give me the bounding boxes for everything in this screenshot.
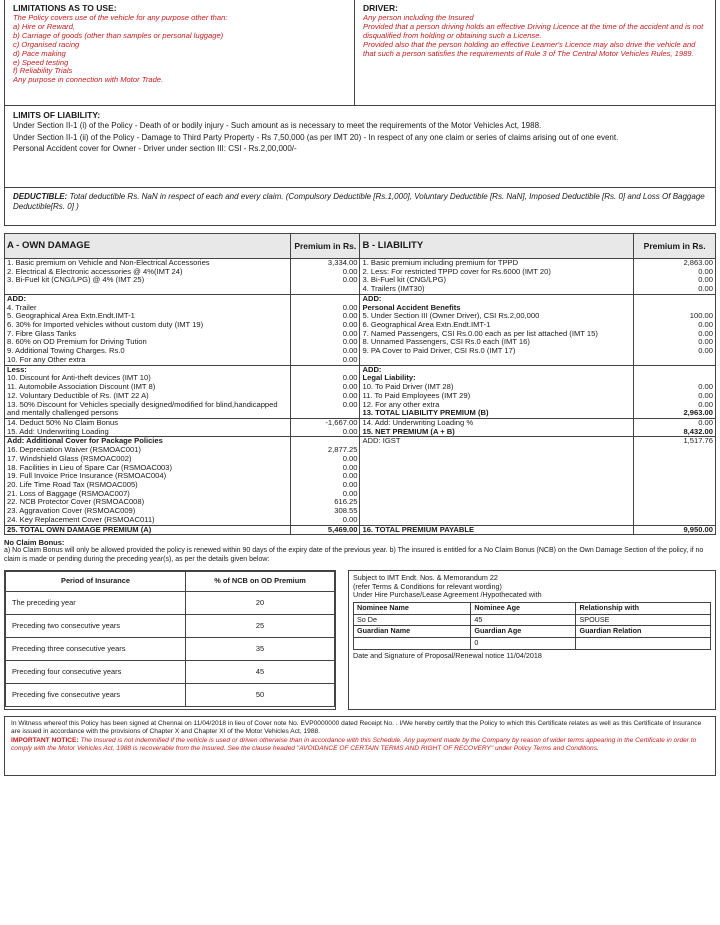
driver-lines <box>363 14 707 58</box>
own-damage-premium <box>291 365 360 418</box>
liability-cell-line: 12. For any other extra <box>362 399 440 409</box>
own-damage-cell-line: Add: Additional Cover for Package Policies <box>7 436 163 446</box>
liability-cell <box>360 437 634 525</box>
own-damage-cell-line: 6. 30% for Imported vehicles without custom duty (IMT 19) <box>7 320 204 330</box>
liability-cell <box>360 294 634 365</box>
own-damage-header: A - OWN DAMAGE <box>5 234 291 259</box>
hypothecation-nominee-box <box>348 570 716 710</box>
own-damage-cell-line: 2. Electrical & Electronic accessories @ 4%(IMT 24) <box>7 266 183 276</box>
ncb-and-nominee-section <box>4 570 716 710</box>
own-damage-cell-line: 16. Depreciation Waiver (RSMOAC001) <box>7 445 141 455</box>
limits-title: LIMITS OF LIABILITY: <box>13 110 101 120</box>
limitation-line: c) Organised racing <box>13 39 80 49</box>
own-damage-premium-line: 3,334.00 <box>327 258 358 267</box>
liability-cell-line: 14. Add: Underwriting Loading % <box>362 417 474 427</box>
liability-premium <box>634 294 716 365</box>
nominee-name: So De <box>354 614 471 626</box>
liability-cell-line: 10. To Paid Driver (IMT 28) <box>362 382 454 392</box>
own-damage-cell-line: 25. TOTAL OWN DAMAGE PREMIUM (A) <box>7 524 152 534</box>
premium-header-b: Premium in Rs. <box>634 234 716 259</box>
liability-cell-line: 16. TOTAL PREMIUM PAYABLE <box>362 524 475 534</box>
limitations-as-to-use <box>5 0 355 105</box>
liability-cell-line: ADD: IGST <box>362 436 401 446</box>
own-damage-cell-line: 1. Basic premium on Vehicle and Non-Electrical Accessories <box>7 258 210 267</box>
driver-line: Provided also that the person holding an effective Learner's Licence may also drive the vehicle and that such a person satisfies the requirements of Rule 3 of The Central Motor Vehicles Rules, 1989. <box>363 39 696 58</box>
terms-ref-line: (refer Terms & Conditions for relevant wording) <box>353 581 502 591</box>
ncb-title: No Claim Bonus: <box>4 538 65 548</box>
limits-line: Personal Accident cover for Owner - Driver under section III: CSI - Rs.2,00,000/- <box>13 144 297 154</box>
liability-premium-line: 8,432.00 <box>683 426 713 436</box>
own-damage-premium-line: 0.00 <box>342 275 358 285</box>
important-notice-text: The Insured is not indemnified if the vehicle is used or driven otherwise than in accordance with this Schedule. Any payment made by the Company by reason of wider terms appearing in the Certificate in order to comply with the Motor Vehicles Act, 1988 is recoverable from the Insured. See the clause headed "AVOIDANCE OF CERTAIN TERMS AND RIGHT OF RECOVERY" under Policy Terms and Conditions. <box>11 736 697 752</box>
liability-premium-line: 0.00 <box>698 337 713 347</box>
own-damage-cell-line: 13. 50% Discount for Vehicles specially designed/modified for blind,handicapped and mentally challenged persons <box>7 399 278 418</box>
important-notice-label: IMPORTANT NOTICE: <box>11 736 79 744</box>
own-damage-premium-line: 2,877.25 <box>327 445 358 455</box>
own-damage-premium <box>291 437 360 525</box>
witness-text: In Witness whereof this Policy has been signed at Chennai on 11/04/2018 in lieu of Cover note No. EVP0000000 dated Receipt No. . I/We hereby certify that the Policy to which this Certificate relates as well as this Certificate of Insurance are issued in accordance with the provisions of Chapter X and Chapter XI of the Motor Vehicles Act, 1988. <box>11 720 702 736</box>
liability-premium <box>634 259 716 295</box>
premium-row <box>5 365 716 418</box>
own-damage-premium <box>291 259 360 295</box>
own-damage-cell-line: 17. Windshield Glass (RSMOAC002) <box>7 453 132 463</box>
witness-section <box>4 716 716 776</box>
own-damage-premium-line: 0.00 <box>342 302 358 312</box>
liability-premium <box>634 437 716 525</box>
liability-cell-line: 7. Named Passengers, CSI Rs.0.00 each as per list attached (IMT 15) <box>362 328 598 338</box>
premium-row <box>5 525 716 535</box>
guardian-relation-header: Guardian Relation <box>576 626 711 638</box>
liability-premium-line: 0.00 <box>698 346 713 356</box>
liability-premium <box>634 418 716 436</box>
driver-line: Provided that a person driving holds an effective Driving Licence at the time of the accident and is not disqualified from holding or obtaining such a License. <box>363 22 704 40</box>
own-damage-cell-line: 14. Deduct 50% No Claim Bonus <box>7 417 119 427</box>
own-damage-premium-line: 0.00 <box>342 320 358 330</box>
liability-premium <box>634 525 716 535</box>
own-damage-premium <box>291 294 360 365</box>
liability-cell-line: 15. NET PREMIUM (A + B) <box>362 426 455 436</box>
liability-premium-line: 2,963.00 <box>683 408 713 418</box>
liability-premium-line: 0.00 <box>698 328 713 338</box>
own-damage-cell-line: 11. Automobile Association Discount (IMT 8) <box>7 382 156 392</box>
guardian-name-header: Guardian Name <box>354 626 471 638</box>
limitation-line: d) Pace making <box>13 48 66 58</box>
ncb-table <box>4 570 336 710</box>
own-damage-cell <box>5 525 291 535</box>
own-damage-cell <box>5 259 291 295</box>
ncb-period: Preceding three consecutive years <box>6 638 186 661</box>
ncb-percent: 20 <box>186 592 335 615</box>
liability-cell-line: 13. TOTAL LIABILITY PREMIUM (B) <box>362 408 489 418</box>
liability-premium-line: 0.00 <box>698 266 713 276</box>
liability-cell-line: Personal Accident Benefits <box>362 302 461 312</box>
own-damage-cell-line: 23. Aggravation Cover (RSMOAC009) <box>7 506 136 516</box>
own-damage-cell <box>5 437 291 525</box>
guardian-relation <box>576 637 711 649</box>
own-damage-cell-line: 9. Additional Towing Charges. Rs.0 <box>7 346 125 356</box>
nominee-age-header: Nominee Age <box>471 602 576 614</box>
liability-cell-line: 5. Under Section III (Owner Driver), CSI Rs.2,00,000 <box>362 311 540 321</box>
ncb-percent: 50 <box>186 684 335 707</box>
table-row <box>6 615 335 638</box>
liability-cell-line: ADD: <box>362 364 382 374</box>
limits-line: Under Section II-1 (ii) of the Policy - Damage to Third Party Property - Rs 7,50,000 (as per IMT 20) - In respect of any one claim or series of claims arising out of one event. <box>13 132 619 142</box>
own-damage-premium-line: 616.25 <box>334 497 358 507</box>
hypothecation-line: Under Hire Purchase/Lease Agreement /Hypothecated with <box>353 590 542 600</box>
premium-row <box>5 294 716 365</box>
ncb-period: The preceding year <box>6 592 186 615</box>
deductible-text: Total deductible Rs. NaN in respect of each and every claim. (Compulsory Deductible [Rs.1,000], Voluntary Deductible [Rs. NaN], Imposed Deductible [Rs. 0] and Loss Of Baggage Deductible[Rs. 0] ) <box>13 192 705 211</box>
ncb-percent: 25 <box>186 615 335 638</box>
table-row <box>6 661 335 684</box>
guardian-name <box>354 637 471 649</box>
own-damage-cell-line: 20. Life Time Road Tax (RSMOAC005) <box>7 479 138 489</box>
limitation-line: a) Hire or Reward, <box>13 22 76 32</box>
own-damage-premium-line: 0.00 <box>342 346 358 356</box>
driver-title: DRIVER: <box>363 3 398 13</box>
own-damage-cell-line: ADD: <box>7 293 26 303</box>
liability-premium-line: 0.00 <box>698 382 713 392</box>
important-notice <box>11 737 709 753</box>
own-damage-premium-line: 0.00 <box>342 399 358 409</box>
liability-premium-line: 0.00 <box>698 417 713 427</box>
liability-premium-line: 2,863.00 <box>683 258 713 267</box>
limitation-line: f) Reliability Trials <box>13 66 73 76</box>
ncb-period: Preceding four consecutive years <box>6 661 186 684</box>
own-damage-premium-line: 0.00 <box>342 471 358 481</box>
premium-row <box>5 437 716 525</box>
limits-line: Under Section II-1 (i) of the Policy - Death of or bodily injury - Such amount as is necessary to meet the requirements of the Motor Vehicles Act, 1988. <box>13 121 542 131</box>
own-damage-cell <box>5 365 291 418</box>
own-damage-premium-line: 0.00 <box>342 337 358 347</box>
own-damage-cell-line: 18. Facilities in Lieu of Spare Car (RSMOAC003) <box>7 462 173 472</box>
own-damage-cell <box>5 418 291 436</box>
limitation-line: Any purpose in connection with Motor Trade. <box>13 75 164 85</box>
own-damage-cell <box>5 294 291 365</box>
liability-cell-line: ADD: <box>362 293 382 303</box>
own-damage-cell-line: 15. Add: Underwriting Loading <box>7 426 109 436</box>
liability-cell-line: 1. Basic premium including premium for TPPD <box>362 258 519 267</box>
own-damage-cell-line: 12. Voluntary Deductible of Rs. (IMT 22 A) <box>7 390 149 400</box>
ncb-period: Preceding five consecutive years <box>6 684 186 707</box>
premium-header-a: Premium in Rs. <box>291 234 360 259</box>
own-damage-premium-line: 0.00 <box>342 328 358 338</box>
own-damage-premium-line: 0.00 <box>342 311 358 321</box>
guardian-age: 0 <box>471 637 576 649</box>
liability-cell-line: 9. PA Cover to Paid Driver, CSI Rs.0 (IMT 17) <box>362 346 516 356</box>
liability-cell <box>360 259 634 295</box>
liability-cell-line: 11. To Paid Employees (IMT 29) <box>362 390 471 400</box>
table-row <box>6 638 335 661</box>
liability-premium-line: 0.00 <box>698 320 713 330</box>
liability-premium-line <box>636 295 713 304</box>
liability-cell-line: 3. Bi-Fuel kit (CNG/LPG) <box>362 275 447 285</box>
liability-cell <box>360 365 634 418</box>
liability-premium <box>634 365 716 418</box>
nominee-table <box>353 602 711 650</box>
no-claim-bonus-notes <box>4 538 716 564</box>
ncb-period: Preceding two consecutive years <box>6 615 186 638</box>
proposal-date-line: Date and Signature of Proposal/Renewal notice 11/04/2018 <box>353 650 542 660</box>
nominee-age: 45 <box>471 614 576 626</box>
own-damage-premium-line: -1,667.00 <box>325 417 358 427</box>
driver-line: Any person including the Insured <box>363 13 474 23</box>
liability-cell <box>360 525 634 535</box>
deductible-section <box>4 188 716 226</box>
ncb-percent: 45 <box>186 661 335 684</box>
own-damage-premium-line: 0.00 <box>342 373 358 383</box>
own-damage-cell-line: 4. Trailer <box>7 302 37 312</box>
own-damage-cell-line: 24. Key Replacement Cover (RSMOAC011) <box>7 514 155 524</box>
own-damage-cell-line: 8. 60% on OD Premium for Driving Tution <box>7 337 147 347</box>
own-damage-premium-line: 0.00 <box>342 479 358 489</box>
liability-premium-line: 0.00 <box>698 399 713 409</box>
own-damage-cell-line: 3. Bi-Fuel kit (CNG/LPG) @ 4% (IMT 25) <box>7 275 145 285</box>
own-damage-cell-line: 5. Geographical Area Extn.Endt.IMT-1 <box>7 311 135 321</box>
liability-cell-line: 6. Geographical Area Extn.Endt.IMT-1 <box>362 320 491 330</box>
liability-cell-line: 2. Less: For restricted TPPD cover for Rs.6000 (IMT 20) <box>362 266 551 276</box>
liability-cell-line: Legal Liability: <box>362 373 416 383</box>
liability-premium-line: 0.00 <box>698 390 713 400</box>
limitations-lines <box>13 14 346 85</box>
liability-header: B - LIABILITY <box>360 234 634 259</box>
own-damage-premium-line: 0.00 <box>342 488 358 498</box>
liability-cell-line: 8. Unnamed Passengers, CSI Rs.0 each (IMT 16) <box>362 337 530 347</box>
own-damage-cell-line: 21. Loss of Baggage (RSMOAC007) <box>7 488 130 498</box>
premium-table <box>4 233 716 535</box>
liability-premium-line: 1,517.76 <box>683 436 713 446</box>
premium-row <box>5 418 716 436</box>
own-damage-premium-line: 0.00 <box>342 390 358 400</box>
liability-cell-line: 4. Trailers (IMT30) <box>362 284 425 294</box>
own-damage-cell-line: 22. NCB Protector Cover (RSMOAC008) <box>7 497 145 507</box>
liability-cell <box>360 418 634 436</box>
driver-section <box>355 0 715 105</box>
nominee-name-header: Nominee Name <box>354 602 471 614</box>
own-damage-cell-line: Less: <box>7 364 27 374</box>
liability-premium-line: 0.00 <box>698 284 713 294</box>
liability-premium-line: 0.00 <box>698 275 713 285</box>
table-row <box>6 592 335 615</box>
own-damage-premium-line: 308.55 <box>334 506 358 516</box>
ncb-period-header: Period of Insurance <box>6 572 186 592</box>
own-damage-premium-line: 5,469.00 <box>327 524 358 534</box>
use-and-driver-section <box>4 0 716 106</box>
imt-subject-line: Subject to IMT Endt. Nos. & Memorandum 22 <box>353 573 498 583</box>
own-damage-cell-line: 7. Fibre Glass Tanks <box>7 328 77 338</box>
own-damage-premium-line: 0.00 <box>342 354 358 364</box>
limitation-line: e) Speed testing <box>13 57 69 67</box>
own-damage-premium-line: 0.00 <box>342 426 358 436</box>
guardian-age-header: Guardian Age <box>471 626 576 638</box>
deductible-label: DEDUCTIBLE: <box>13 192 68 201</box>
liability-premium-line: 100.00 <box>689 311 713 321</box>
relationship-header: Relationship with <box>576 602 711 614</box>
own-damage-premium <box>291 525 360 535</box>
own-damage-premium-line: 0.00 <box>342 514 358 524</box>
own-damage-cell-line: 19. Full Invoice Price Insurance (RSMOAC004) <box>7 471 167 481</box>
limitation-line: The Policy covers use of the vehicle for any purpose other than: <box>13 13 228 23</box>
liability-premium-line: 9,950.00 <box>683 524 713 534</box>
own-damage-premium <box>291 418 360 436</box>
premium-row <box>5 259 716 295</box>
liability-premium-line <box>636 366 713 375</box>
relationship: SPOUSE <box>576 614 711 626</box>
own-damage-cell-line: 10. For any Other extra <box>7 354 86 364</box>
table-row <box>6 684 335 707</box>
ncb-text: a) No Claim Bonus will only be allowed provided the policy is renewed within 90 days of the expiry date of the previous year. b) The insured is entitled for a No Claim Bonus (NCB) on the Own Damage Section of the policy, if no claim is made or pending during the preceding year(s), as per the details given below: <box>4 547 704 563</box>
limitations-title: LIMITATIONS AS TO USE: <box>13 3 117 13</box>
own-damage-premium-line: 0.00 <box>342 462 358 472</box>
limits-of-liability <box>4 106 716 188</box>
own-damage-premium-line: 0.00 <box>342 382 358 392</box>
own-damage-premium-line: 0.00 <box>342 453 358 463</box>
limitation-line: b) Carriage of goods (other than samples or personal luggage) <box>13 30 224 40</box>
ncb-percent-header: % of NCB on OD Premium <box>186 572 335 592</box>
own-damage-cell-line: 10. Discount for Anti-theft devices (IMT 10) <box>7 373 151 383</box>
own-damage-premium-line: 0.00 <box>342 266 358 276</box>
ncb-percent: 35 <box>186 638 335 661</box>
